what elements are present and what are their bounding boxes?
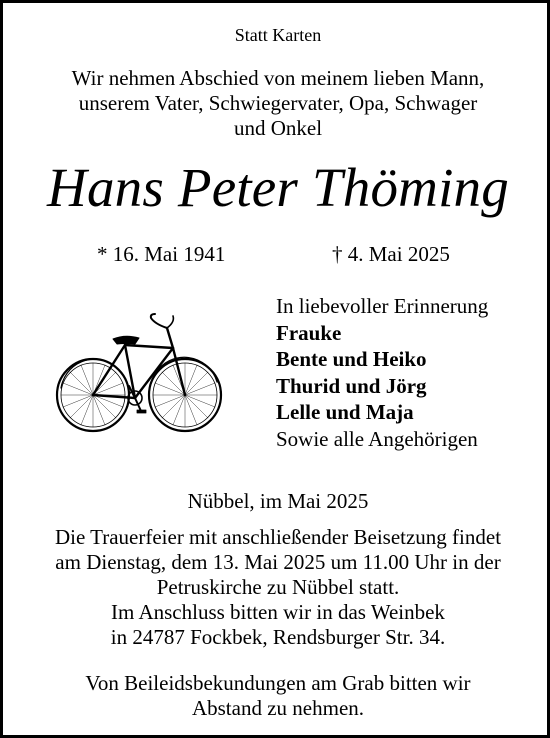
funeral-line: Petruskirche zu Nübbel statt.	[156, 575, 400, 599]
mourner-name: Bente und Heiko	[276, 347, 427, 371]
deceased-name: Hans Peter Thöming	[47, 157, 509, 218]
closing-line: Abstand zu nehmen.	[191, 696, 365, 720]
mourner-name: Lelle und Maja	[276, 400, 414, 424]
funeral-line: Im Anschluss bitten wir in das Weinbek	[111, 600, 445, 624]
birth-date: * 16. Mai 1941	[97, 242, 226, 266]
intro-line: und Onkel	[233, 116, 323, 140]
mourners-others: Sowie alle Angehörigen	[276, 426, 478, 451]
mourner-name: Thurid und Jörg	[276, 373, 427, 398]
statt-karten-label: Statt Karten	[234, 25, 322, 45]
bicycle-illustration-icon	[55, 310, 225, 440]
funeral-info	[3, 525, 550, 650]
funeral-line: am Dienstag, dem 13. Mai 2025 um 11.00 Uhr in der	[55, 550, 501, 574]
funeral-line: Die Trauerfeier mit anschließender Beisetzung findet	[54, 525, 502, 549]
intro-line: Wir nehmen Abschied von meinem lieben Mann,	[71, 66, 485, 90]
death-date: † 4. Mai 2025	[332, 242, 450, 266]
funeral-line: in 24787 Fockbek, Rendsburger Str. 34.	[110, 625, 446, 649]
closing-note	[3, 671, 550, 721]
intro-line: unserem Vater, Schwiegervater, Opa, Schwager	[78, 91, 478, 115]
mourners-list	[276, 293, 488, 452]
mourner-name: Frauke	[276, 320, 342, 345]
place-date: Nübbel, im Mai 2025	[187, 489, 369, 513]
mourners-intro: In liebevoller Erinnerung	[276, 294, 489, 318]
intro-text	[3, 66, 550, 141]
closing-line: Von Beileidsbekundungen am Grab bitten wir	[85, 671, 471, 695]
